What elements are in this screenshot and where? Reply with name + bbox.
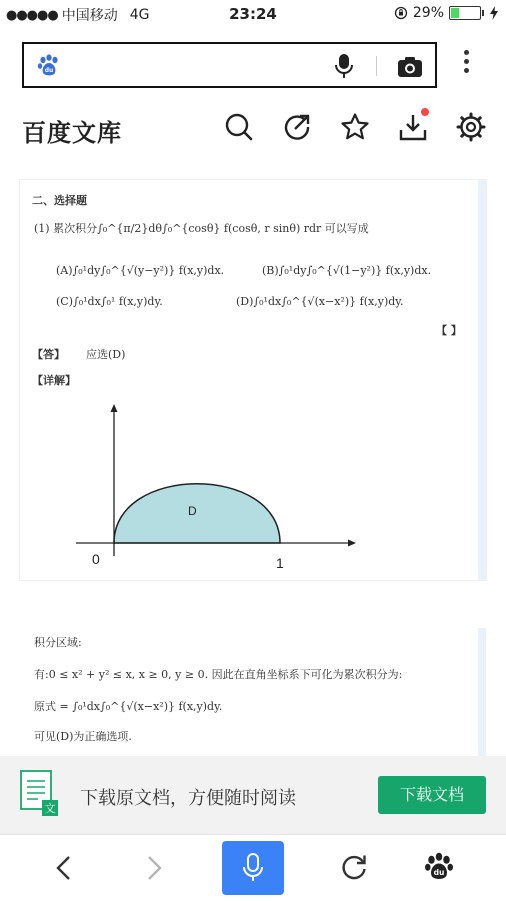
- document-page-1: [20, 180, 486, 580]
- voice-search-button[interactable]: [222, 841, 284, 895]
- more-menu-icon[interactable]: [464, 50, 470, 77]
- charging-icon: [490, 6, 498, 20]
- battery-fill: [451, 8, 459, 18]
- battery-percent: 29%: [412, 5, 444, 21]
- region-intro: 积分区域:: [34, 636, 82, 649]
- doc-badge-char: 文: [44, 802, 56, 815]
- battery-icon: [449, 6, 481, 20]
- x-axis-arrow: [348, 540, 356, 547]
- download-document-button[interactable]: 下载文档: [378, 776, 486, 814]
- answer-bracket: 【 】: [436, 324, 462, 337]
- status-right: [394, 5, 498, 21]
- question-text: (1) 累次积分∫₀^{π/2}dθ∫₀^{cosθ} f(cosθ, r sinθ) rdr 可以写成: [34, 222, 369, 235]
- network-label: 4G: [129, 7, 150, 23]
- refresh-icon[interactable]: [340, 853, 368, 881]
- region-d: [114, 484, 280, 543]
- original-integral: 原式 = ∫₀¹dx∫₀^{√(x−x²)} f(x,y)dy.: [34, 700, 223, 713]
- microphone-icon[interactable]: [334, 53, 354, 79]
- search-input[interactable]: [70, 52, 324, 80]
- document-page-2: [20, 628, 486, 758]
- settings-icon[interactable]: [456, 112, 486, 142]
- answer-text: 应选(D): [86, 348, 126, 361]
- search-divider: [376, 56, 377, 76]
- orientation-lock-icon: [394, 6, 408, 20]
- svg-text:du: du: [433, 867, 445, 877]
- notification-dot: [421, 108, 429, 116]
- carrier-label: 中国移动: [61, 8, 118, 24]
- x-one-label: 1: [276, 555, 284, 571]
- detail-label: 【详解】: [32, 374, 76, 387]
- signal-strength-icon: ●●●●●: [6, 7, 58, 23]
- conclusion-text: 可见(D)为正确选项.: [34, 730, 132, 743]
- y-axis-arrow: [111, 404, 118, 412]
- baidu-logo-icon: [37, 54, 61, 76]
- search-bar[interactable]: [22, 42, 437, 88]
- option-a: (A)∫₀¹dy∫₀^{√(y−y²)} f(x,y)dx.: [56, 264, 225, 277]
- download-prompt-bar: [0, 756, 506, 834]
- page-edge: [478, 180, 486, 580]
- page-edge: [478, 628, 486, 758]
- site-title: 百度文库: [22, 119, 122, 147]
- baidu-home-icon[interactable]: [424, 851, 454, 881]
- option-c: (C)∫₀¹dx∫₀¹ f(x,y)dy.: [56, 295, 163, 308]
- section-title: 二、选择题: [32, 194, 87, 207]
- download-prompt-text: 下载原文档，方便随时阅读: [80, 788, 296, 809]
- svg-text:du: du: [44, 67, 54, 74]
- answer-label: 【答】: [32, 348, 65, 361]
- download-icon[interactable]: [398, 112, 428, 142]
- origin-label: 0: [92, 551, 100, 567]
- status-bar: [0, 0, 506, 28]
- star-icon[interactable]: [340, 112, 370, 142]
- region-label: D: [188, 504, 197, 518]
- clock: 23:24: [229, 5, 277, 23]
- bottom-toolbar: [0, 834, 506, 901]
- share-icon[interactable]: [282, 112, 312, 142]
- option-d: (D)∫₀¹dx∫₀^{√(x−x²)} f(x,y)dy.: [236, 295, 404, 308]
- region-diagram: [72, 402, 372, 572]
- camera-icon[interactable]: [397, 56, 423, 78]
- microphone-icon: [242, 853, 264, 883]
- forward-icon[interactable]: [144, 855, 164, 881]
- back-icon[interactable]: [54, 855, 74, 881]
- document-icon: [20, 770, 58, 818]
- option-b: (B)∫₀¹dy∫₀^{√(1−y²)} f(x,y)dx.: [262, 264, 432, 277]
- search-icon[interactable]: [224, 112, 254, 142]
- region-inequality: 有:0 ≤ x² + y² ≤ x, x ≥ 0, y ≥ 0. 因此在直角坐标系下可化为累次积分为:: [34, 668, 403, 681]
